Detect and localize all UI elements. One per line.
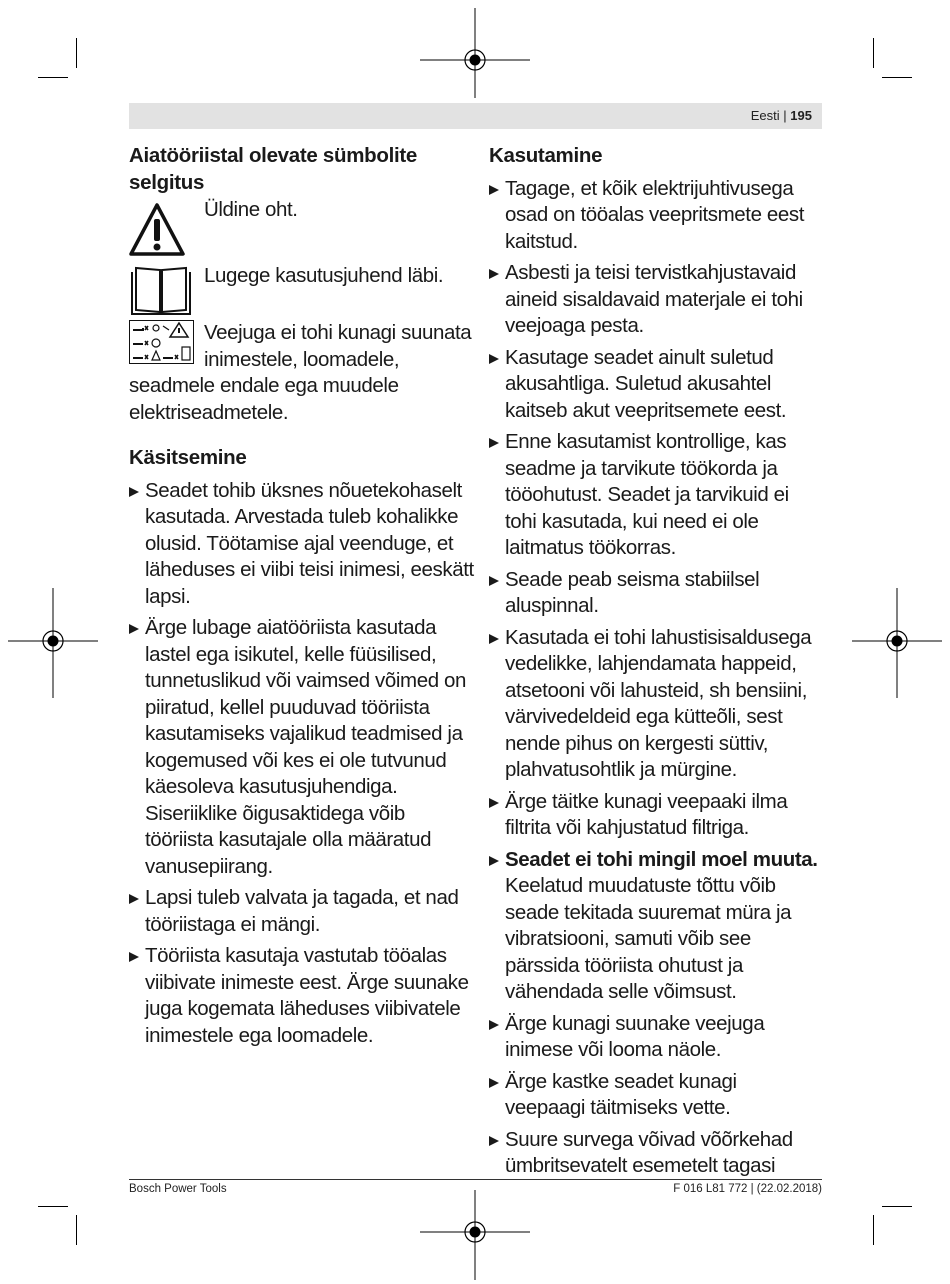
crop-mark (873, 1215, 874, 1245)
list-item-text: Lapsi tuleb valvata ja tagada, et nad tööriistaga ei mängi. (145, 886, 459, 936)
footer-rule (129, 1179, 822, 1180)
list-item (129, 478, 474, 611)
crop-mark (38, 77, 68, 78)
list-item (489, 260, 819, 340)
list-item (129, 615, 474, 880)
symbol-row (129, 198, 474, 260)
bullet-triangle-icon (489, 438, 499, 448)
bullet-triangle-icon (489, 576, 499, 586)
warning-triangle-icon (129, 202, 185, 258)
list-item (489, 625, 819, 784)
registration-mark-icon (852, 588, 942, 698)
list-item-text: Suure survega võivad võõrkehad ümbritsevatelt esemetelt tagasi (505, 1127, 793, 1177)
bullet-triangle-icon (129, 624, 139, 634)
page-header (129, 103, 822, 129)
list-item-text: Kasutage seadet ainult suletud akusahtliga. Suletud akusahtel kaitseb akut veepritsemete eest. (505, 345, 787, 422)
symbol-row (129, 264, 474, 322)
list-item-text: Ärge kunagi suunake veejuga inimese või looma näole. (505, 1011, 765, 1061)
use-list (489, 176, 819, 1180)
list-item-text: Enne kasutamist kontrollige, kas seadme ja tarvikute töökorda ja tööohutust. Seadet ja tarvikuid ei tohi kasutada, kui need ei ole laitmatus töökorras. (505, 430, 789, 559)
registration-mark-icon (420, 8, 530, 98)
bullet-triangle-icon (129, 894, 139, 904)
symbol-text-continuation: seadmele endale ega muudele elektriseadmetele. (129, 374, 399, 424)
list-item (489, 345, 819, 425)
crop-mark (873, 38, 874, 68)
bullet-triangle-icon (489, 269, 499, 279)
handling-heading: Käsitsemine (129, 446, 247, 469)
list-item (489, 847, 819, 1006)
use-heading: Kasutamine (489, 144, 603, 167)
bullet-triangle-icon (489, 798, 499, 808)
list-item-text: Ärge kastke seadet kunagi veepaagi täitmiseks vette. (505, 1069, 737, 1119)
list-item-text: Kasutada ei tohi lahustisisaldusega vedelikke, lahjendamata happeid, atsetooni või lahusteid, sh bensiini, värvivedeldeid ega kütteõli, sest nende pihus on kergesti süttiv, plahvatusohtlik ja mürgine. (505, 625, 812, 781)
bullet-triangle-icon (489, 185, 499, 195)
list-item (129, 885, 474, 938)
bullet-triangle-icon (489, 1020, 499, 1030)
list-item (489, 1011, 819, 1064)
list-item (489, 1069, 819, 1122)
list-item (489, 789, 819, 842)
handling-list (129, 478, 474, 1050)
header-language: Eesti (750, 108, 780, 123)
registration-mark-icon (420, 1190, 530, 1280)
list-item-text: Tööriista kasutaja vastutab tööalas viibivate inimeste eest. Ärge suunake juga kogemata läheduses viibivatele inimestele ega loomadele. (145, 944, 469, 1047)
footer-right: F 016 L81 772 | (22.02.2018) (673, 1183, 822, 1195)
crop-mark (882, 1206, 912, 1207)
bullet-triangle-icon (489, 354, 499, 364)
symbol-text: Lugege kasutusjuhend läbi. (204, 264, 444, 287)
page-number: 195 (790, 108, 812, 123)
list-item-text: Ärge lubage aiatööriista kasutada lastel ega isikutel, kelle füüsilised, tunnetuslikud või vaimsed võimed on piiratud, kellel puuduvad tööriista kasutamiseks vajalikud teadmised ja kogemused või kes ei ole tutvunud käesoleva kasutusjuhendiga. Siseriiklike õigusaktidega võib tööriista kasutajale olla määratud vanusepiirang. (145, 616, 467, 878)
footer-left: Bosch Power Tools (129, 1183, 227, 1195)
list-item (129, 943, 474, 1049)
crop-mark (38, 1206, 68, 1207)
crop-mark (882, 77, 912, 78)
list-item-text: Ärge täitke kunagi veepaaki ilma filtrita või kahjustatud filtriga. (505, 789, 788, 839)
list-item (489, 1127, 819, 1180)
list-item-text: Tagage, et kõik elektrijuhtivusega osad on tööalas veepritsmete eest kaitstud. (505, 176, 805, 253)
list-item (489, 176, 819, 256)
no-spray-people-animals-icon (129, 320, 194, 364)
symbols-heading: Aiatööriistal olevate sümbolite selgitus (129, 144, 418, 194)
symbol-row (129, 320, 474, 426)
list-item-text: Keelatud muudatuste tõttu võib seade tekitada suuremat müra ja vibratsiooni, samuti võib see pärssida tööriista ohutust ja vähendada selle võimsust. (505, 874, 792, 1003)
bullet-triangle-icon (129, 952, 139, 962)
bullet-triangle-icon (489, 1078, 499, 1088)
list-item-text: Seadet tohib üksnes nõuetekohaselt kasutada. Arvestada tuleb kohalikke olusid. Töötamise ajal veenduge, et läheduses ei viibi teisi inimesi, eeskätt lapsi. (145, 478, 474, 608)
bullet-triangle-icon (489, 634, 499, 644)
list-item (489, 429, 819, 562)
header-separator: | (783, 108, 787, 123)
crop-mark (76, 1215, 77, 1245)
symbol-text: Üldine oht. (204, 198, 298, 221)
header-text (751, 108, 812, 123)
list-item-text: Seade peab seisma stabiilsel aluspinnal. (505, 567, 760, 617)
list-item-text: Asbesti ja teisi tervistkahjustavaid aineid sisaldavaid materjale ei tohi veejoaga pesta. (505, 261, 803, 337)
bullet-triangle-icon (489, 1136, 499, 1146)
registration-mark-icon (8, 588, 98, 698)
left-column (129, 143, 474, 1054)
symbol-text: Veejuga ei tohi kunagi suunata inimestele, loomadele, (204, 321, 472, 371)
list-item-bold-text: Seadet ei tohi mingil moel muuta. (505, 847, 818, 871)
bullet-triangle-icon (129, 487, 139, 497)
right-column (489, 143, 819, 1185)
bullet-triangle-icon (489, 856, 499, 866)
crop-mark (76, 38, 77, 68)
read-manual-icon (129, 264, 193, 318)
list-item (489, 567, 819, 620)
